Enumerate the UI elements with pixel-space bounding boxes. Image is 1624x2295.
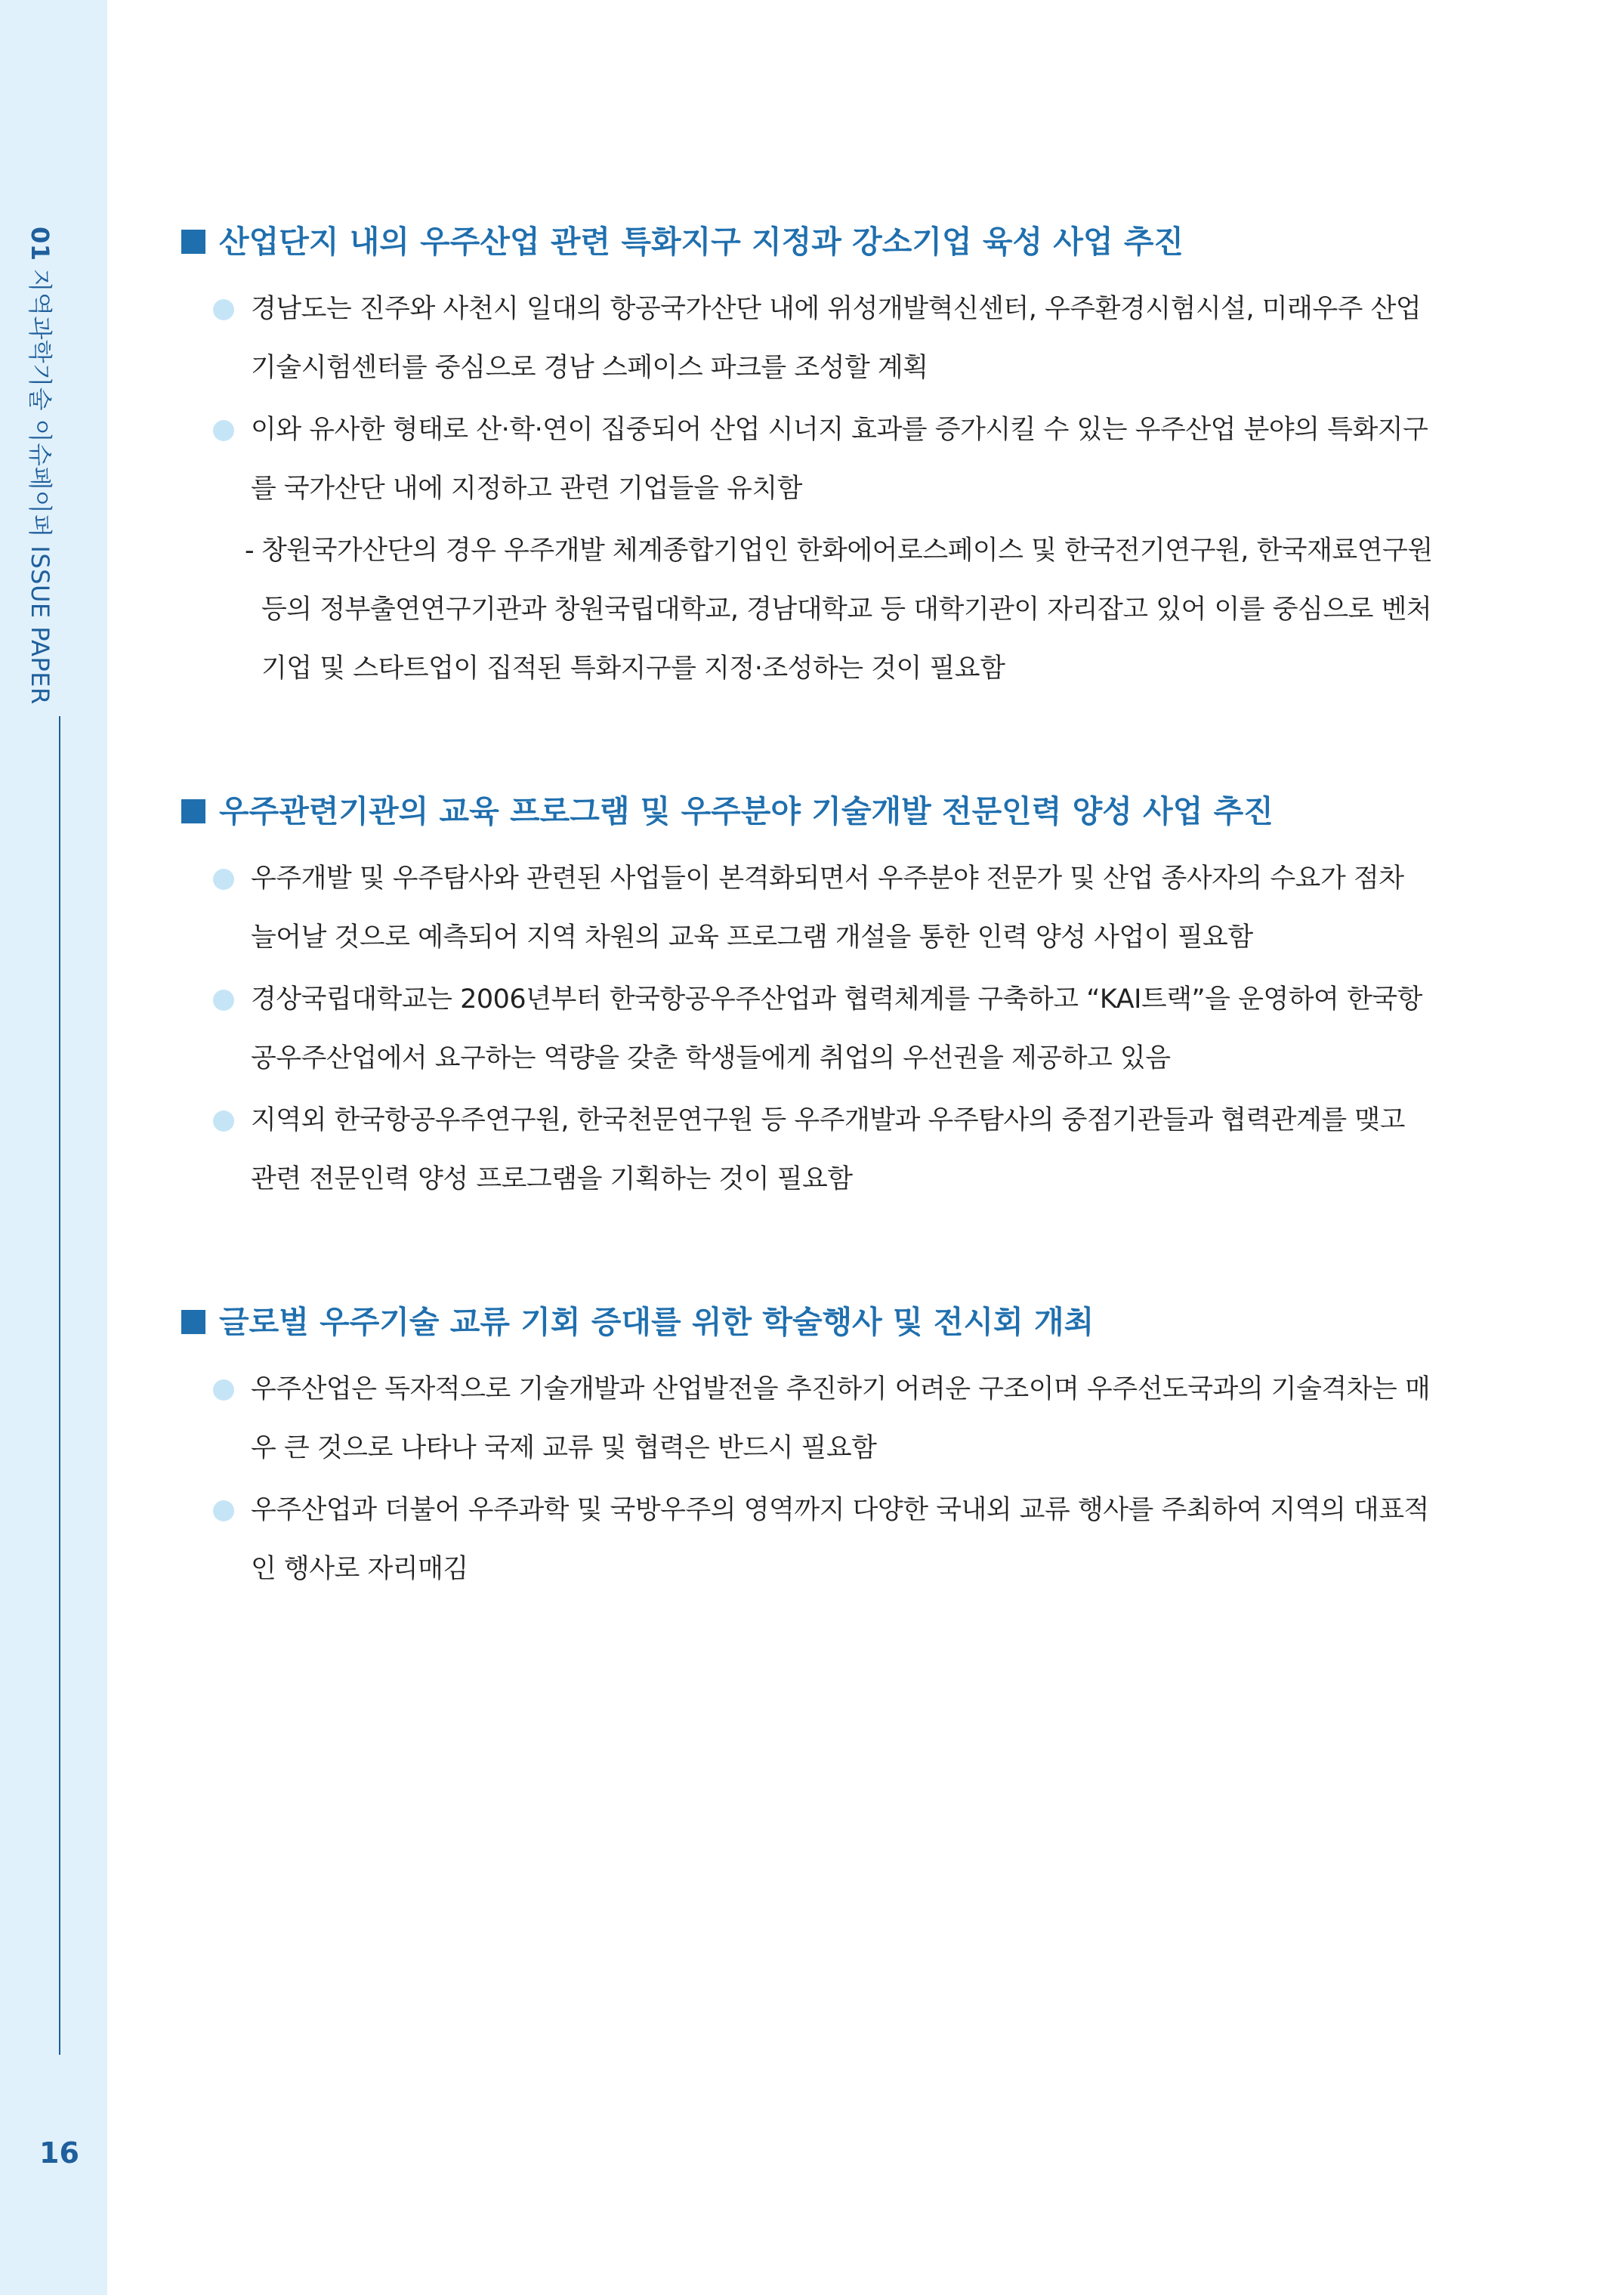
bullet-item bbox=[181, 400, 1435, 518]
bullet-text: 우주산업은 독자적으로 기술개발과 산업발전을 추진하기 어려운 구조이며 우주선도국과의 기술격차는 매우 큰 것으로 나타나 국제 교류 및 협력은 반드시 필요함 bbox=[251, 1374, 1431, 1463]
bullet-text: 경남도는 진주와 사천시 일대의 항공국가산단 내에 위성개발혁신센터, 우주환경시험시설, 미래우주 산업 기술시험센터를 중심으로 경남 스페이스 파크를 조성할 계획 bbox=[251, 294, 1422, 383]
bullet-text: 이와 유사한 형태로 산·학·연이 집중되어 산업 시너지 효과를 증가시킬 수 있는 우주산업 분야의 특화지구를 국가산단 내에 지정하고 관련 기업들을 유치함 bbox=[251, 415, 1428, 504]
main-content bbox=[181, 221, 1435, 1691]
bullet-item bbox=[181, 1481, 1435, 1598]
section-special-zone bbox=[181, 221, 1435, 698]
circle-bullet-icon bbox=[213, 990, 234, 1011]
sidebar-series-label: 지역과학기술 이슈페이퍼 ISSUE PAPER bbox=[26, 268, 54, 705]
bullet-text: 지역외 한국항공우주연구원, 한국천문연구원 등 우주개발과 우주탐사의 중점기관들과 협력관계를 맺고 관련 전문인력 양성 프로그램을 기획하는 것이 필요함 bbox=[251, 1105, 1405, 1194]
square-bullet-icon bbox=[181, 230, 205, 254]
page-number: 16 bbox=[39, 2136, 79, 2170]
sub-bullet-item bbox=[181, 521, 1435, 698]
sidebar-section-number: 01 bbox=[26, 227, 54, 261]
section-workforce-training bbox=[181, 790, 1435, 1209]
dash-icon: - bbox=[245, 536, 255, 566]
circle-bullet-icon bbox=[213, 869, 234, 890]
section-heading bbox=[181, 221, 1435, 263]
circle-bullet-icon bbox=[213, 1110, 234, 1132]
square-bullet-icon bbox=[181, 799, 205, 823]
bullet-item bbox=[181, 1360, 1435, 1478]
section-heading bbox=[181, 790, 1435, 832]
section-global-exchange bbox=[181, 1301, 1435, 1598]
section-heading-text: 글로벌 우주기술 교류 기회 증대를 위한 학술행사 및 전시회 개최 bbox=[219, 1304, 1095, 1340]
bullet-text: 경상국립대학교는 2006년부터 한국항공우주산업과 협력체계를 구축하고 “KAI트랙”을 운영하여 한국항공우주산업에서 요구하는 역량을 갖춘 학생들에게 취업의 우선권을 제공하고 있음 bbox=[251, 984, 1422, 1073]
section-heading-text: 산업단지 내의 우주산업 관련 특화지구 지정과 강소기업 육성 사업 추진 bbox=[219, 224, 1184, 260]
bullet-item bbox=[181, 1091, 1435, 1209]
square-bullet-icon bbox=[181, 1310, 205, 1334]
section-heading-text: 우주관련기관의 교육 프로그램 및 우주분야 기술개발 전문인력 양성 사업 추진 bbox=[219, 793, 1274, 829]
section-heading bbox=[181, 1301, 1435, 1343]
circle-bullet-icon bbox=[213, 420, 234, 441]
sub-bullet-text: 창원국가산단의 경우 우주개발 체계종합기업인 한화에어로스페이스 및 한국전기연구원, 한국재료연구원 등의 정부출연연구기관과 창원국립대학교, 경남대학교 등 대학기관이 자리잡고 있어 이를 중심으로 벤처기업 및 스타트업이 집적된 특화지구를 지정·조성하는 것이 필요함 bbox=[261, 536, 1433, 684]
circle-bullet-icon bbox=[213, 299, 234, 320]
circle-bullet-icon bbox=[213, 1500, 234, 1521]
sidebar-series-title bbox=[24, 227, 59, 705]
circle-bullet-icon bbox=[213, 1379, 234, 1401]
bullet-item bbox=[181, 849, 1435, 967]
bullet-text: 우주개발 및 우주탐사와 관련된 사업들이 본격화되면서 우주분야 전문가 및 산업 종사자의 수요가 점차 늘어날 것으로 예측되어 지역 차원의 교육 프로그램 개설을 통한 인력 양성 사업이 필요함 bbox=[251, 863, 1404, 953]
sidebar-divider bbox=[59, 716, 60, 2055]
bullet-item bbox=[181, 280, 1435, 397]
bullet-item bbox=[181, 970, 1435, 1088]
bullet-text: 우주산업과 더불어 우주과학 및 국방우주의 영역까지 다양한 국내외 교류 행사를 주최하여 지역의 대표적인 행사로 자리매김 bbox=[251, 1495, 1429, 1584]
